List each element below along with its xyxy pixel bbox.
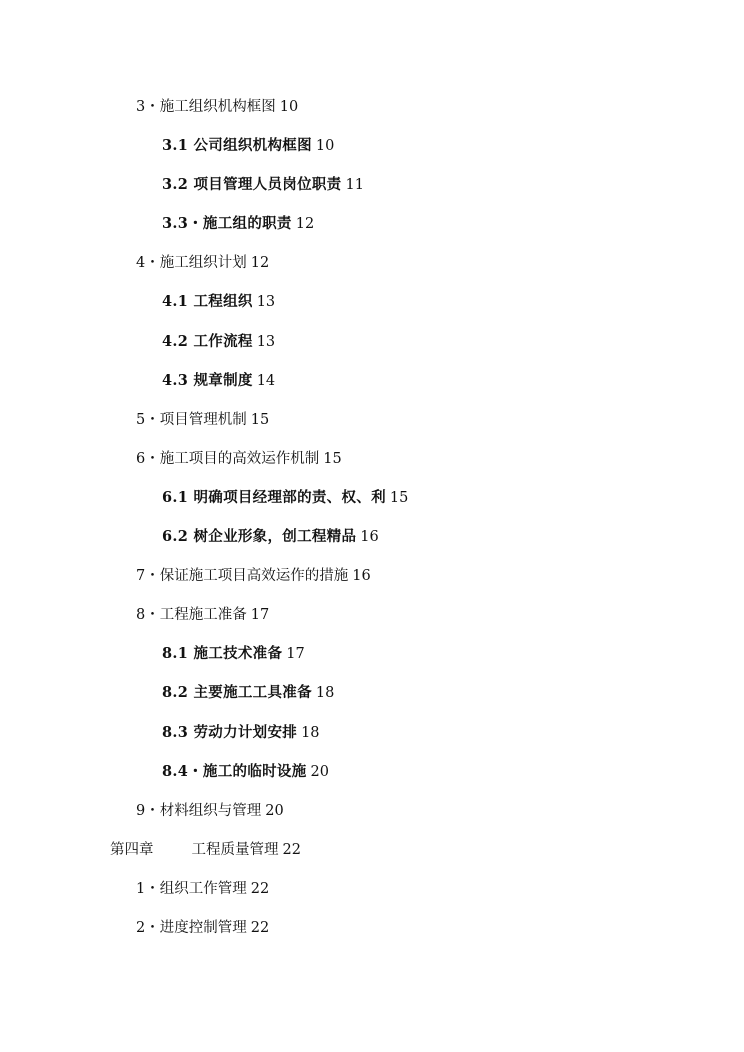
- toc-entry[interactable]: [0, 522, 744, 561]
- toc-page-number: 17: [250, 607, 270, 624]
- toc-entry[interactable]: [0, 678, 744, 717]
- toc-page-number: 12: [250, 255, 270, 272]
- toc-entry[interactable]: [0, 600, 744, 639]
- toc-page-number: 18: [315, 685, 335, 702]
- toc-entry-text: 8.3 劳动力计划安排: [162, 723, 298, 741]
- toc-entry[interactable]: [0, 718, 744, 757]
- toc-entry-text: 8・工程施工准备: [136, 607, 247, 624]
- toc-entry[interactable]: [0, 874, 744, 913]
- toc-entry-text: 8.4・施工的临时设施: [162, 762, 307, 780]
- toc-page-number: 17: [286, 646, 305, 663]
- toc-entry-text: 5・项目管理机制: [136, 411, 247, 428]
- toc-page-number: 16: [352, 568, 371, 585]
- toc-entry-text: 3.3・施工组的职责: [162, 215, 292, 233]
- toc-page-number: 10: [315, 138, 335, 155]
- toc-entry[interactable]: [0, 483, 744, 522]
- toc-entry-text: 4・施工组织计划: [136, 255, 247, 272]
- toc-page-number: 11: [345, 177, 364, 194]
- table-of-contents: [0, 92, 744, 952]
- toc-entry-text: 9・材料组织与管理: [136, 802, 262, 819]
- toc-page-number: 13: [256, 333, 276, 350]
- toc-entry-text: 3.1 公司组织机构框图: [162, 137, 312, 155]
- toc-entry[interactable]: [0, 209, 744, 248]
- toc-entry-text: 4.3 规章制度: [162, 371, 253, 389]
- toc-page-number: 16: [360, 529, 379, 546]
- toc-page-number: 20: [310, 763, 329, 780]
- toc-entry[interactable]: [0, 639, 744, 678]
- toc-entry-text: 6・施工项目的高效运作机制: [136, 450, 320, 467]
- toc-page-number: 22: [250, 919, 270, 936]
- toc-entry[interactable]: [0, 287, 744, 326]
- toc-page-number: 22: [282, 841, 301, 858]
- toc-page-number: 15: [323, 450, 342, 467]
- toc-page-number: 14: [256, 372, 276, 389]
- toc-entry[interactable]: [0, 561, 744, 600]
- toc-entry[interactable]: [0, 796, 744, 835]
- toc-entry[interactable]: [0, 170, 744, 209]
- toc-entry-text: 6.2 树企业形象，创工程精品: [162, 528, 357, 546]
- toc-entry-text: 1・组织工作管理: [136, 880, 247, 897]
- toc-entry-text: 2・进度控制管理: [136, 919, 247, 936]
- toc-page-number: 20: [265, 802, 284, 819]
- toc-entry[interactable]: [0, 131, 744, 170]
- toc-entry-text: 8.1 施工技术准备: [162, 645, 283, 663]
- toc-page-number: 13: [256, 294, 276, 311]
- toc-entry[interactable]: [0, 248, 744, 287]
- toc-entry[interactable]: [0, 92, 744, 131]
- toc-entry-text: 3・施工组织机构框图: [136, 99, 276, 115]
- toc-entry[interactable]: [0, 405, 744, 444]
- toc-entry[interactable]: [0, 444, 744, 483]
- toc-entry-text: 4.1 工程组织: [162, 293, 253, 311]
- toc-page-number: 18: [301, 724, 320, 741]
- chapter-title: 工程质量管理: [191, 841, 279, 858]
- toc-chapter-entry[interactable]: [0, 835, 744, 874]
- toc-entry-text: 6.1 明确项目经理部的责、权、利: [162, 488, 386, 506]
- toc-page-number: 10: [279, 99, 299, 115]
- toc-entry-text: 3.2 项目管理人员岗位职责: [162, 176, 342, 194]
- toc-entry[interactable]: [0, 757, 744, 796]
- toc-entry-text: 7・保证施工项目高效运作的措施: [136, 568, 349, 585]
- toc-page-number: 15: [250, 411, 270, 428]
- toc-entry-text: 4.2 工作流程: [162, 332, 253, 350]
- toc-entry[interactable]: [0, 913, 744, 952]
- toc-entry[interactable]: [0, 366, 744, 405]
- toc-entry-text: 8.2 主要施工工具准备: [162, 684, 312, 702]
- chapter-number: 第四章: [110, 841, 154, 858]
- toc-page-number: 22: [250, 880, 270, 897]
- toc-page-number: 15: [389, 489, 409, 506]
- toc-page-number: 12: [295, 216, 315, 233]
- toc-entry[interactable]: [0, 327, 744, 366]
